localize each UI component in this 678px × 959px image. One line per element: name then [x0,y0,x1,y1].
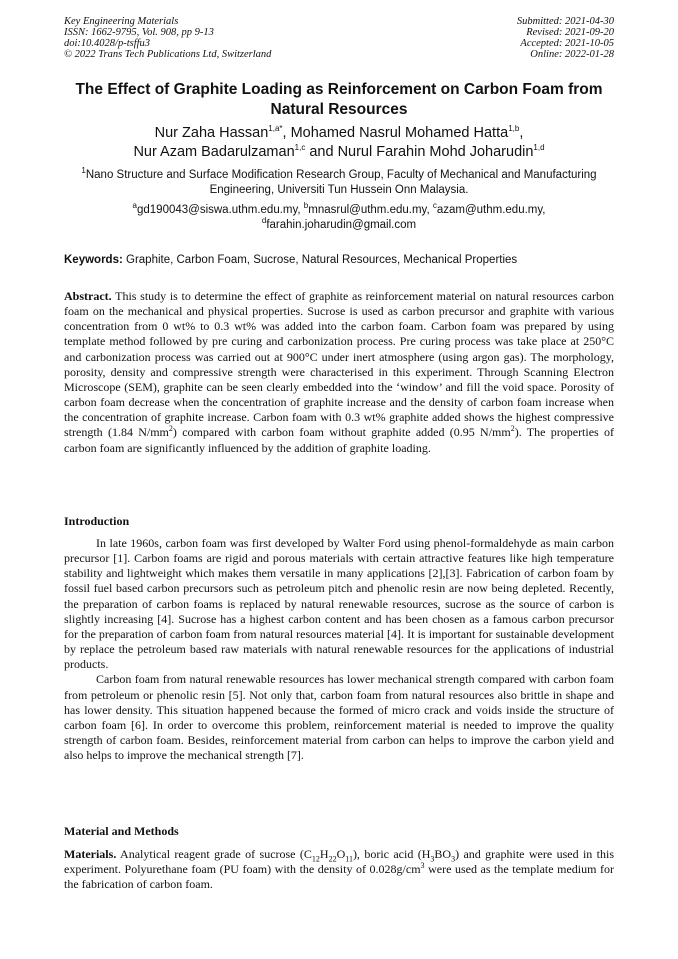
keywords [64,253,624,268]
paragraph: In late 1960s, carbon foam was first developed by Walter Ford using phenol-formaldehyde as main carbon precursor [1]. Carbon foams are rigid and porous materials with certain attractive features like high temperature stability and lightweight which makes them versatile in many applications [2],[3]. Fabrication of carbon foam by fossil fuel based carbon precursors such as petroleum pitch and phenolic resin are now being depleted. Recently, the preparation of carbon foams is replaced by natural renewable resources, sucrose as the source of carbon is slightly increasing [4]. Sucrose has a highest carbon content and has been chosen as a famous carbon precursor for the preparation of carbon foam from natural resources material [4]. It is important for sustainable development by replace the petroleum based raw materials with natural renewable resources for the applications of industrial products. [64,536,614,672]
abstract: Abstract. This study is to determine the effect of graphite as reinforcement material on natural resources carbon foam on the mechanical and physical properties. Sucrose is used as carbon precursor and graphite with various concentration from 0 wt% to 0.3 wt% was added into the carbon foam. Carbon foam was prepared by using template method followed by pre curing and carbonization process. Pre curing process was take place at 250°C and carbonization process was carried out at 900°C under inert atmosphere (using argon gas). The morphology, porosity, density and compressive strength were characterised in this experiment. Through Scanning Electron Microscope (SEM), graphite can be seen clearly embedded into the ‘window’ and fill the void space. Porosity of carbon foam decrease when the concentration of graphite increase and the density of carbon foam increase when the concentration of graphite increase. Carbon foam with 0.3 wt% graphite added shows the highest compressive strength (1.84 $N/mm^2$) compared with carbon foam without graphite added (0.95 $N/mm^2$). The properties of carbon foam are significantly influenced by the addition of graphite loading. [64,289,615,455]
email: $^c$azam@uthm.edu.my, [432,201,546,216]
doi: doi:10.4028/p-tsffu3 [64,38,151,49]
journal-header [64,16,271,60]
author: Mohamed Nasrul Mohamed Hatta$^{1,b}$, [290,124,524,141]
email-list [60,203,618,233]
submitted-date: Submitted: 2021-04-30 [516,16,614,27]
introduction-heading: Introduction [64,514,130,528]
author: Nur Azam Badarulzaman$^{1,c}$ and [133,143,338,160]
journal-name: Key Engineering Materials [64,16,179,27]
paper-title: The Effect of Graphite Loading as Reinforcement on Carbon Foam from Natural Resources [75,81,603,118]
paragraph: Carbon foam from natural renewable resources has lower mechanical strength compared with carbon foam from petroleum or phenolic resin [5]. Not only that, carbon foam from natural resources also brittle in shape and has lower density. This situation happened because the formed of micro crack and voids inside the structure of carbon foam [6]. In order to overcome this problem, reinforcement material is needed to improve the quality strength of carbon foam. Besides, reinforcement material from carbon can helps to improve the carbon yield and also helps to improve the mechanical strength [7]. [64,672,614,763]
copyright: © 2022 Trans Tech Publications Ltd, Switzerland [64,49,272,60]
author-list [40,124,638,162]
email: $^a$gd190043@siswa.uthm.edu.my, [132,201,304,216]
author: Nur Zaha Hassan$^{1,a*}$, [154,124,291,141]
methods-heading: Material and Methods [64,824,179,838]
email: $^d$farahin.joharudin@gmail.com [261,216,417,231]
email: $^b$mnasrul@uthm.edu.my, [303,201,433,216]
materials-paragraph: Materials. Analytical reagent grade of sucrose $(C_{12}H_{22}O_{11})$, boric acid $(H_3BO_3)$ and graphite were used in this experiment. Polyurethane foam (PU foam) with the density of $0.028g/cm^3$ were used as the template medium for the fabrication of carbon foam. [64,847,615,892]
accepted-date: Accepted: 2021-10-05 [520,38,614,49]
introduction-body [64,536,614,763]
author: Nurul Farahin Mohd Joharudin$^{1,d}$ [337,143,545,160]
revised-date: Revised: 2021-09-20 [526,27,614,38]
materials-label: Materials. [64,847,117,861]
abstract-label: Abstract. [64,289,112,303]
keywords-text: Graphite, Carbon Foam, Sucrose, Natural Resources, Mechanical Properties [126,254,518,266]
dates-header [517,16,614,60]
online-date: Online: 2022-01-28 [530,49,614,60]
affiliation: $^1$Nano Structure and Surface Modification Research Group, Faculty of Mechanical and Manufacturing Engineering, Universiti Tun Hussein Onn Malaysia. [81,166,597,196]
keywords-label: Keywords: [64,254,123,266]
issn-volume: ISSN: 1662-9795, Vol. 908, pp 9-13 [64,27,214,38]
